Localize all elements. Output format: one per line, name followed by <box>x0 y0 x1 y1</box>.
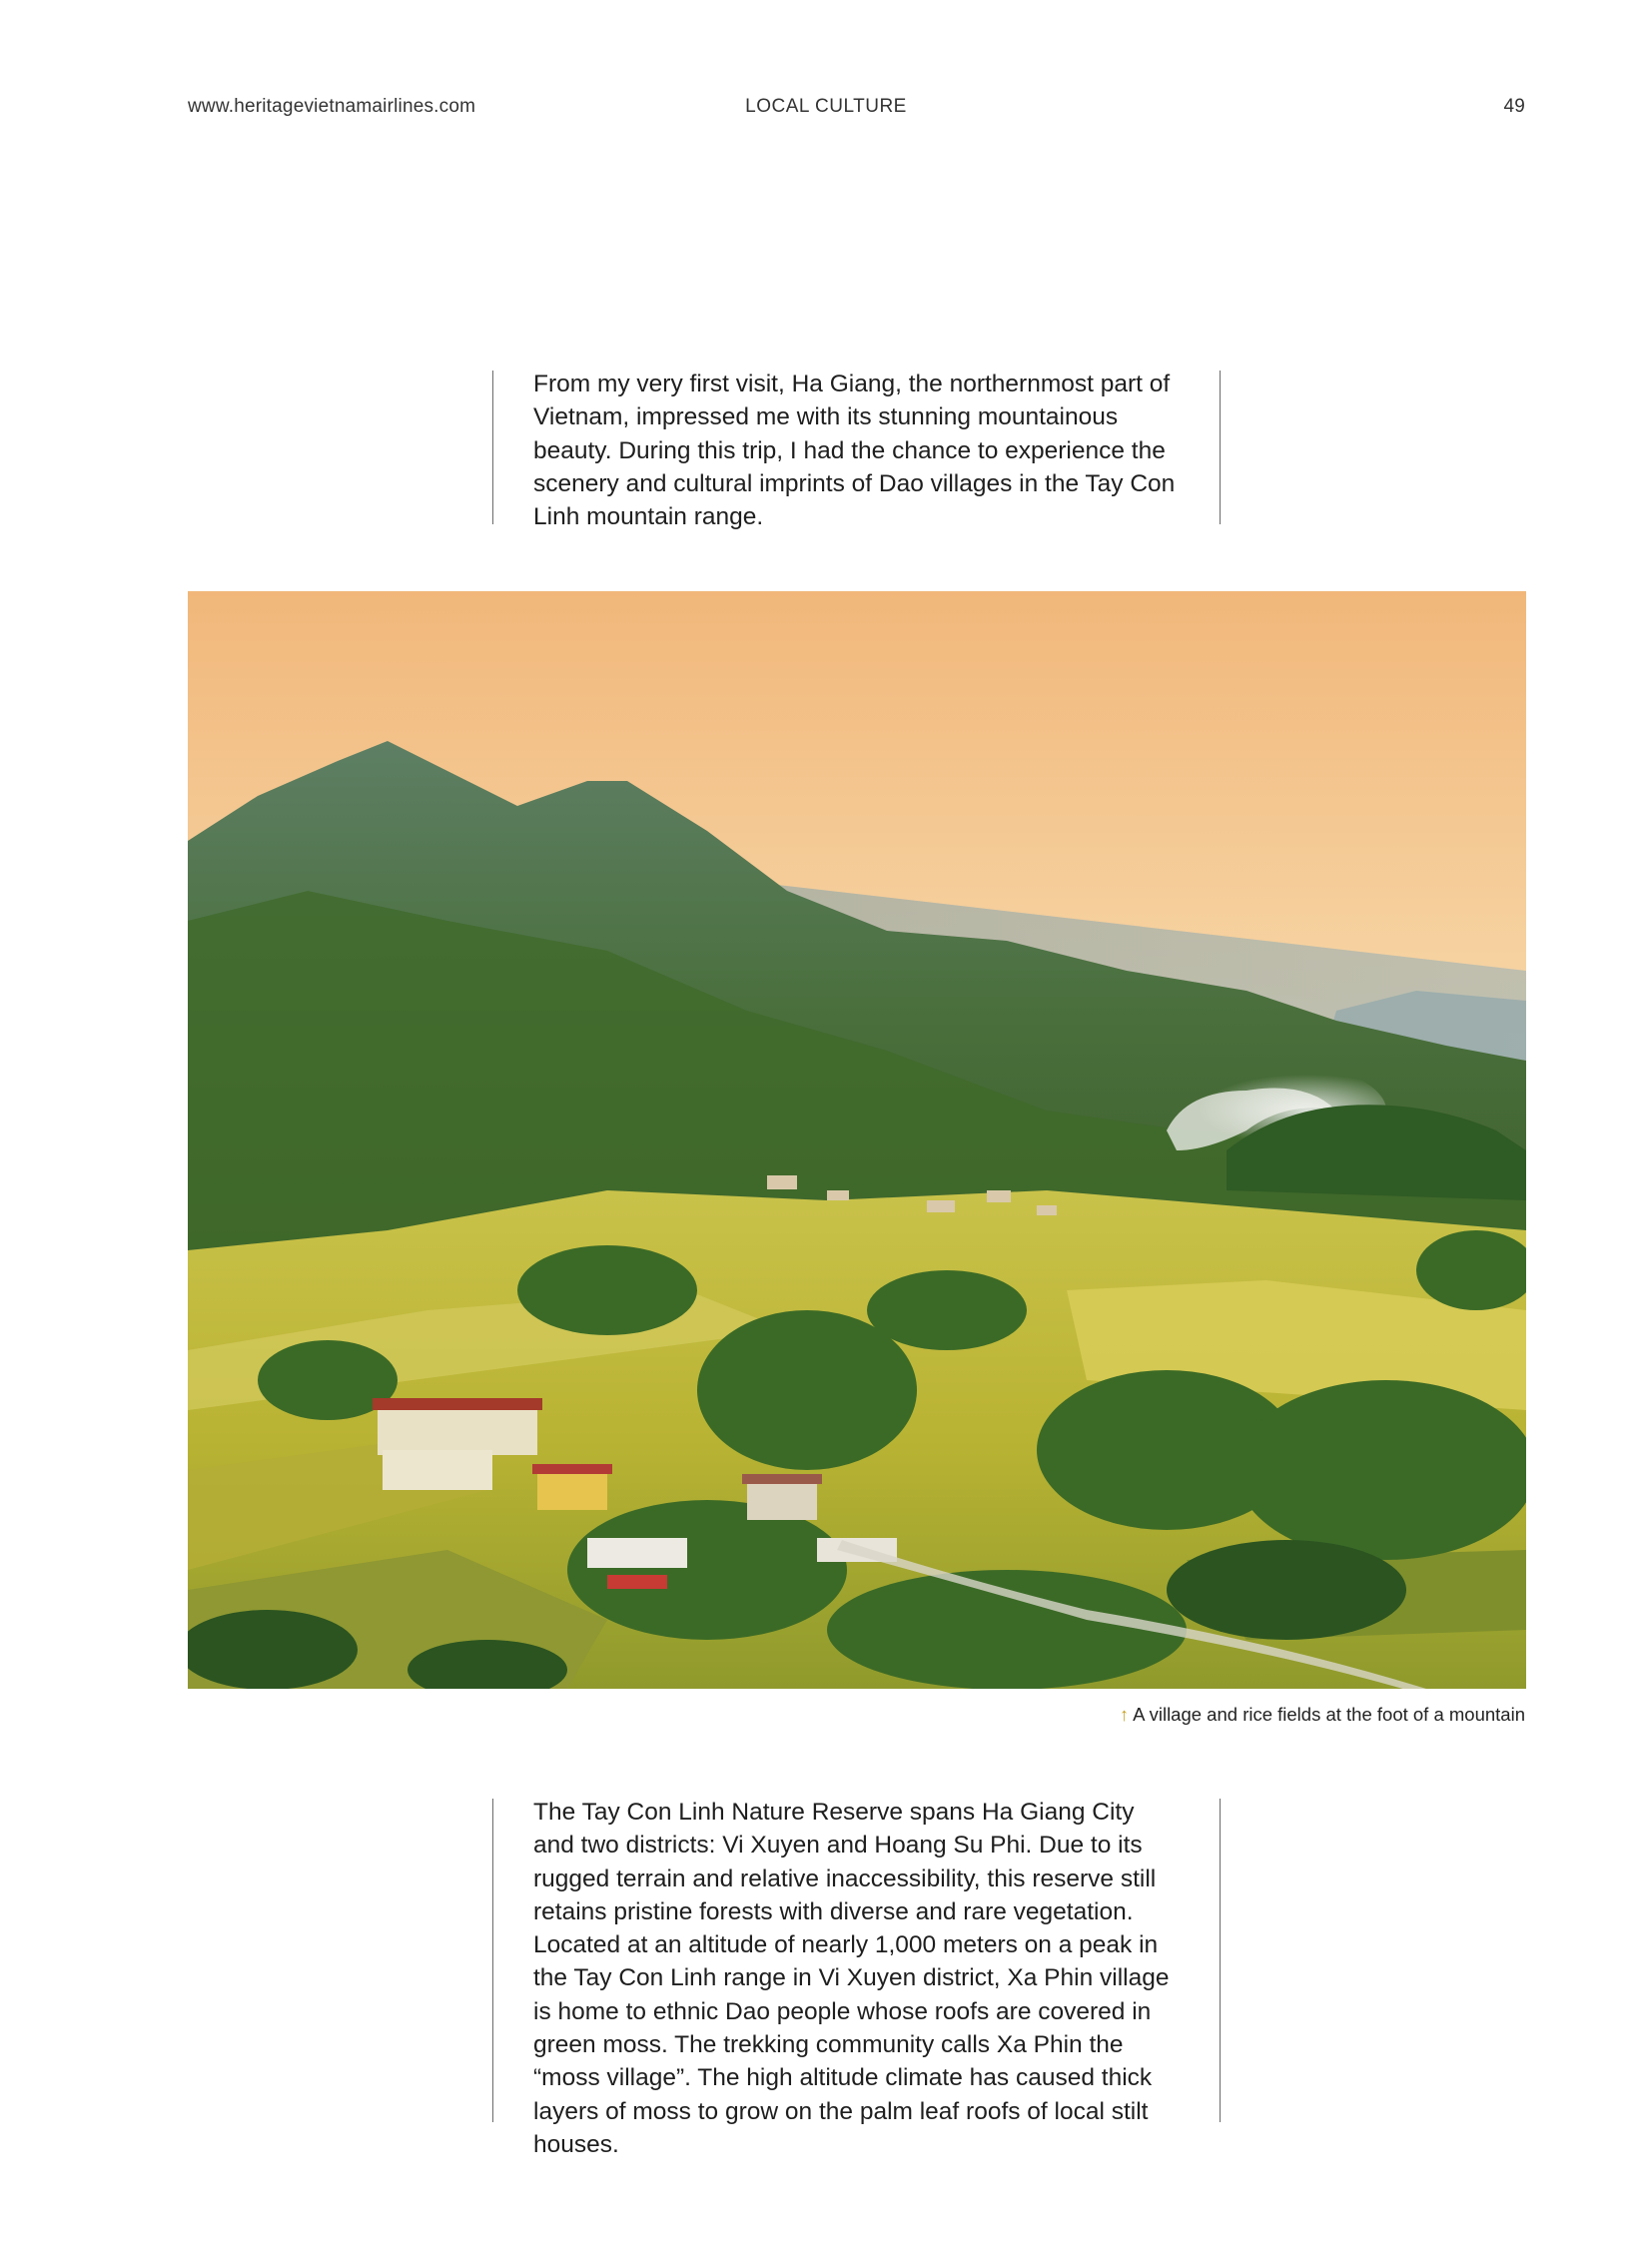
body-paragraph: The Tay Con Linh Nature Reserve spans Ha Giang City and two districts: Vi Xuyen and Hoang Su Phi. Due to its rugged terrain and relative inaccessibility, this reserve still retains pristine forests with diverse and rare vegetation. Located at an altitude of nearly 1,000 meters on a peak in the Tay Con Linh range in Vi Xuyen district, Xa Phin village is home to ethnic Dao people whose roofs are covered in green moss. The trekking community calls Xa Phin the “moss village”. The high altitude climate has caused thick layers of moss to grow on the palm leaf roofs of local stilt houses. <box>533 1799 1170 2158</box>
section-title: LOCAL CULTURE <box>745 96 907 117</box>
intro-paragraph: From my very first visit, Ha Giang, the northernmost part of Vietnam, impressed me with its stunning mountainous beauty. During this trip, I had the chance to experience the scenery and cultural imprints of Dao villages in the Tay Con Linh mountain range. <box>533 371 1176 531</box>
landscape-photo <box>188 591 1526 1689</box>
caption-text: A village and rice fields at the foot of a mountain <box>1133 1704 1525 1725</box>
website-url[interactable]: www.heritagevietnamairlines.com <box>188 96 476 117</box>
village-landscape-image <box>188 591 1526 1689</box>
photo-caption <box>1120 1704 1525 1726</box>
page-number: 49 <box>1503 96 1525 117</box>
intro-text-block <box>492 371 1221 531</box>
up-arrow-icon: ↑ <box>1119 1704 1130 1725</box>
body-text-block <box>492 1799 1221 2158</box>
